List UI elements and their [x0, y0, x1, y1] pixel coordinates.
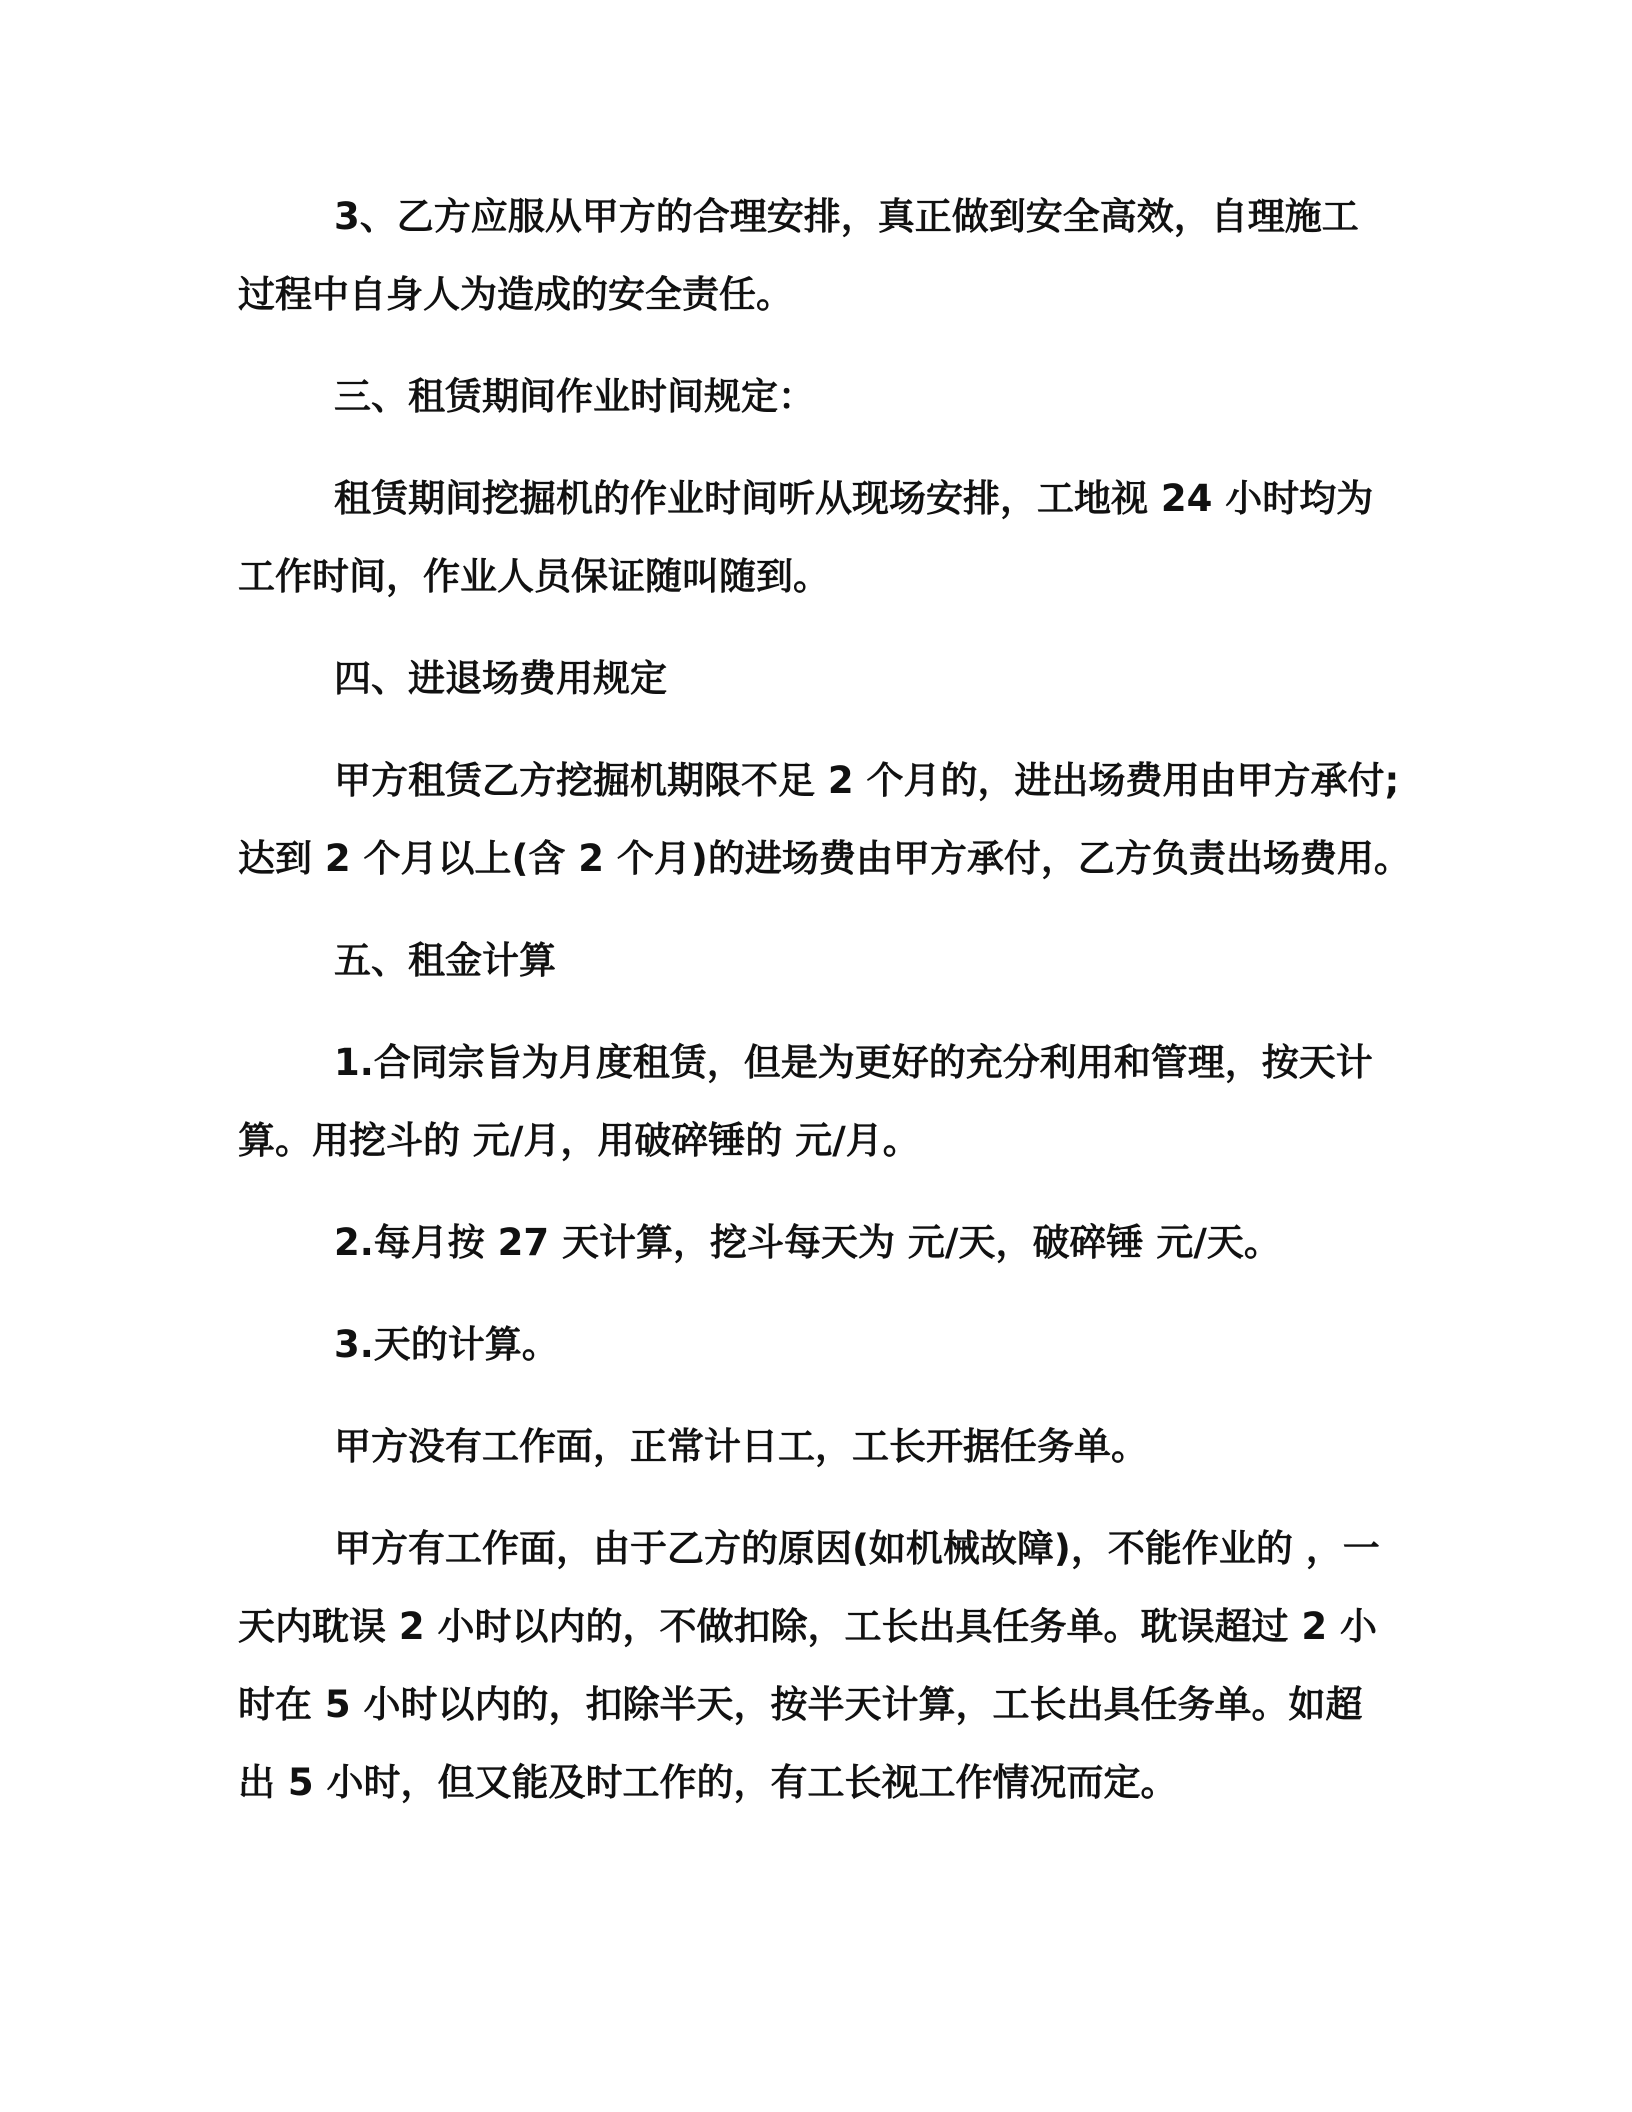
- text-line: 出 5 小时，但又能及时工作的，有工长视工作情况而定。: [238, 1761, 1178, 1804]
- paragraph-delay-deduction: [238, 1510, 1378, 1822]
- heading-text: 三、租赁期间作业时间规定：: [334, 375, 815, 418]
- text-line: 甲方没有工作面，正常计日工，工长开据任务单。: [334, 1425, 1148, 1468]
- section-heading-entry-exit-fees: [238, 640, 1378, 718]
- text-line: 算。用挖斗的 元/月，用破碎锤的 元/月。: [238, 1119, 920, 1162]
- text-line: 甲方租赁乙方挖掘机期限不足 2 个月的，进出场费用由甲方承付;: [334, 759, 1400, 802]
- text-line: 过程中自身人为造成的安全责任。: [238, 273, 793, 316]
- text-line: 工作时间，作业人员保证随叫随到。: [238, 555, 830, 598]
- text-line: 天内耽误 2 小时以内的，不做扣除，工长出具任务单。耽误超过 2 小: [238, 1605, 1378, 1648]
- text-line: 1.合同宗旨为月度租赁，但是为更好的充分利用和管理，按天计: [334, 1041, 1373, 1084]
- section-heading-working-hours: [238, 358, 1378, 436]
- paragraph-safety-responsibility: [238, 178, 1378, 334]
- heading-text: 四、进退场费用规定: [334, 657, 667, 700]
- paragraph-entry-exit-fees: [238, 742, 1411, 898]
- text-line: 租赁期间挖掘机的作业时间听从现场安排，工地视 24 小时均为: [334, 477, 1374, 520]
- paragraph-rent-item-2: [238, 1204, 1378, 1282]
- section-heading-rent-calculation: [238, 922, 1378, 1000]
- paragraph-working-hours: [238, 460, 1378, 616]
- text-line: 时在 5 小时以内的，扣除半天，按半天计算，工长出具任务单。如超: [238, 1683, 1363, 1726]
- text-line: 达到 2 个月以上(含 2 个月)的进场费由甲方承付，乙方负责出场费用。: [238, 837, 1411, 880]
- text-line: 甲方有工作面，由于乙方的原因(如机械故障)，不能作业的 ，一: [334, 1527, 1380, 1570]
- heading-text: 五、租金计算: [334, 939, 556, 982]
- paragraph-no-work-surface: [238, 1408, 1378, 1486]
- document-body: [238, 178, 1411, 1822]
- text-line: 3、乙方应服从甲方的合理安排，真正做到安全高效，自理施工: [334, 195, 1359, 238]
- text-line: 3.天的计算。: [334, 1323, 559, 1366]
- paragraph-rent-item-1: [238, 1024, 1378, 1180]
- paragraph-rent-item-3: [238, 1306, 1378, 1384]
- text-line: 2.每月按 27 天计算，挖斗每天为 元/天，破碎锤 元/天。: [334, 1221, 1281, 1264]
